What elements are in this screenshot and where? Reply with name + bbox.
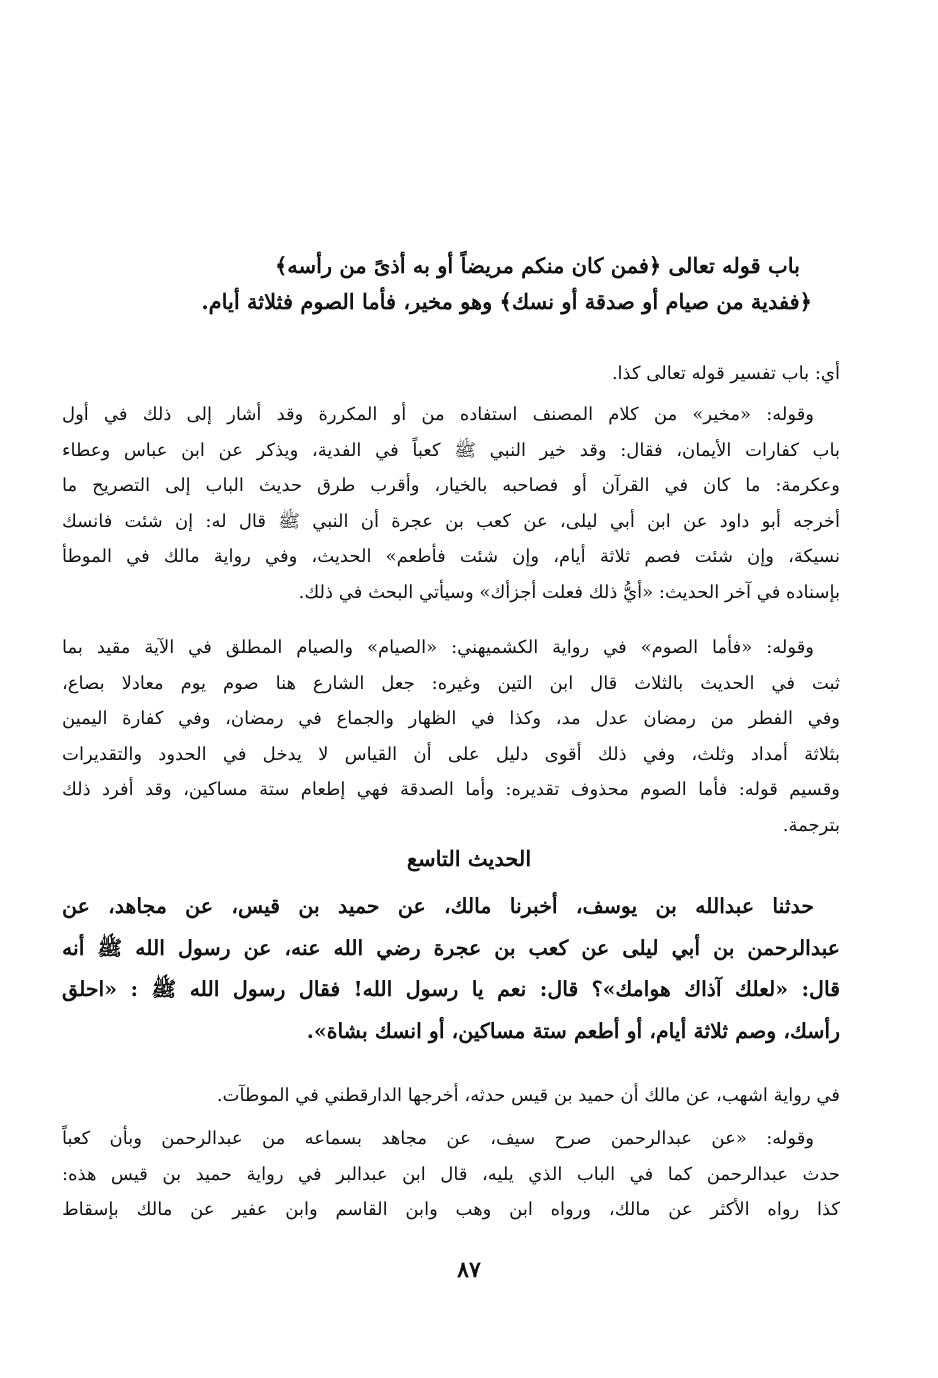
paragraph-line: أخرجه أبو داود عن ابن أبي ليلى، عن كعب بن عجرة أن النبي ﷺ قال له: إن شئت فانسك xyxy=(62,510,840,532)
section-title: الحديث التاسع xyxy=(406,846,532,871)
paragraph-line: باب كفارات الأيمان، فقال: وقد خير النبي ﷺ كعباً في الفدية، ويذكر عن ابن عباس وعطاء xyxy=(62,439,840,461)
paragraph xyxy=(62,397,840,610)
paragraph-line: في رواية اشهب، عن مالك أن حميد بن قيس حدثه، أخرجها الدارقطني في الموطآت. xyxy=(216,1085,840,1106)
paragraph-line: وقوله: «فأما الصوم» في رواية الكشميهني: «الصيام» والصيام المطلق في الآية مقيد بما xyxy=(62,637,814,658)
paragraph-line: وفي الفطر من رمضان عدل مد، وكذا في الظهار والجماع في رمضان، وفي كفارة اليمين xyxy=(62,708,840,729)
paragraph xyxy=(62,356,840,392)
paragraph-line: بثلاثة أمداد وثلث، وفي ذلك أقوى دليل على أن القياس لا يدخل في الحدود والتقديرات xyxy=(62,743,840,765)
paragraph-line: وقوله: «عن عبدالرحمن صرح سيف، عن مجاهد بسماعه من عبدالرحمن وبأن كعباً xyxy=(62,1128,814,1149)
hadith-line: حدثنا عبدالله بن يوسف، أخبرنا مالك، عن حميد بن قيس، عن مجاهد، عن xyxy=(62,894,814,918)
chapter-heading xyxy=(150,248,812,320)
paragraph-line: بترجمة. xyxy=(782,814,840,836)
heading-line: ﴿ففدية من صيام أو صدقة أو نسك﴾ وهو مخير، فأما الصوم فثلاثة أيام. xyxy=(201,289,812,314)
heading-line: باب قوله تعالى ﴿فمن كان منكم مريضاً أو به أذىً من رأسه﴾ xyxy=(274,253,800,278)
paragraph-line: وقسيم قوله: فأما الصوم محذوف تقديره: وأما الصدقة فهي إطعام ستة مساكين، وقد أفرد ذلك xyxy=(62,779,840,800)
page-number: ٨٧ xyxy=(457,1257,481,1283)
paragraph-line: كذا رواه الأكثر عن مالك، ورواه ابن وهب وابن القاسم وابن عفير عن مالك بإسقاط xyxy=(62,1199,840,1220)
hadith-line: رأسك، وصم ثلاثة أيام، أو أطعم ستة مساكين، أو انسك بشاة». xyxy=(306,1018,840,1043)
paragraph xyxy=(62,1121,840,1228)
paragraph-line: ثبت في الحديث بالثلاث قال ابن التين وغيره: جعل الشارع هنا صوم يوم معادلا بصاع، xyxy=(62,672,840,694)
hadith-line: قال: «لعلك آذاك هوامك»؟ قال: نعم يا رسول الله! فقال رسول الله ﷺ : «احلق xyxy=(62,977,840,1001)
hadith-text xyxy=(62,886,840,1052)
paragraph-line: بإسناده في آخر الحديث: «أيُّ ذلك فعلت أجزأك» وسيأتي البحث في ذلك. xyxy=(298,581,840,603)
paragraph xyxy=(62,630,840,843)
paragraph-line: حدث عبدالرحمن كما في الباب الذي يليه، قال ابن عبدالبر في رواية حميد بن قيس هذه: xyxy=(62,1163,840,1185)
paragraph-line: وقوله: «مخير» من كلام المصنف استفاده من أو المكررة وقد أشار إلى ذلك في أول xyxy=(62,404,814,425)
paragraph-line: نسيكة، وإن شئت فصم ثلاثة أيام، وإن شئت فأطعم» الحديث، وفي رواية مالك في الموطأ xyxy=(62,546,840,567)
paragraph xyxy=(62,1078,840,1114)
paragraph-line: أي: باب تفسير قوله تعالى كذا. xyxy=(611,363,840,384)
hadith-line: عبدالرحمن بن أبي ليلى عن كعب بن عجرة رضي الله عنه، عن رسول الله ﷺ أنه xyxy=(62,935,840,960)
paragraph-line: وعكرمة: ما كان في القرآن أو فصاحبه بالخيار، وأقرب طرق حديث الباب إلى التصريح ما xyxy=(62,475,840,496)
